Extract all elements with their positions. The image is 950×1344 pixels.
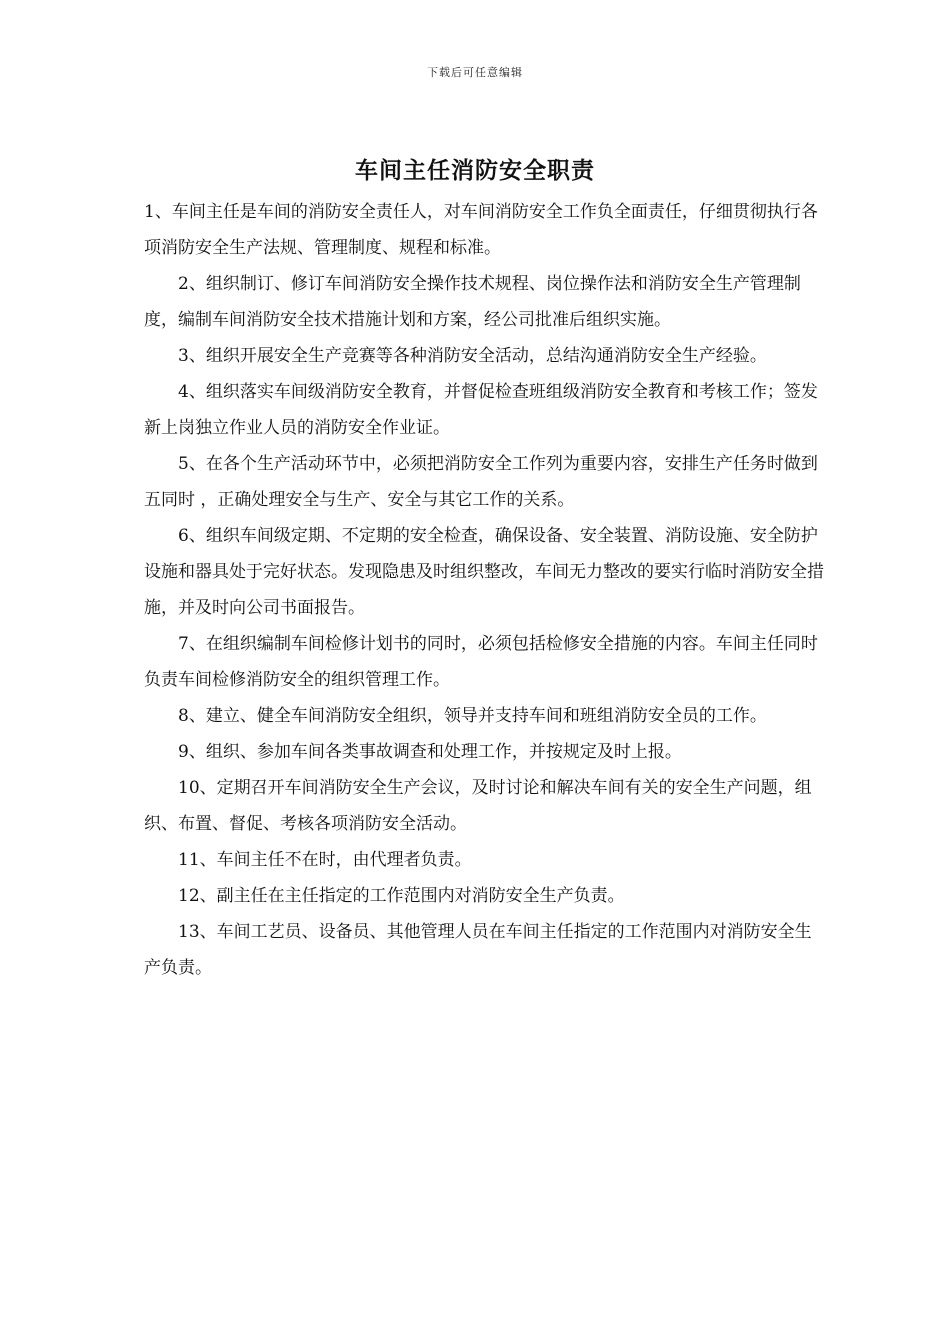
paragraph-5: 5、在各个生产活动环节中，必须把消防安全工作列为重要内容，安排生产任务时做到 五同时 ，正确处理安全与生产、安全与其它工作的关系。 <box>144 454 818 510</box>
paragraph-4: 4、组织落实车间级消防安全教育，并督促检查班组级消防安全教育和考核工作；签发新上岗独立作业人员的消防安全作业证。 <box>144 382 818 438</box>
header-note: 下载后可任意编辑 <box>427 66 523 79</box>
paragraph-7: 7、在组织编制车间检修计划书的同时，必须包括检修安全措施的内容。车间主任同时负责车间检修消防安全的组织管理工作。 <box>144 634 818 690</box>
paragraph-10: 10、定期召开车间消防安全生产会议，及时讨论和解决车间有关的安全生产问题，组织、布置、督促、考核各项消防安全活动。 <box>144 778 812 834</box>
paragraph-9: 9、组织、参加车间各类事故调查和处理工作，并按规定及时上报。 <box>178 742 682 762</box>
paragraph-8: 8、建立、健全车间消防安全组织，领导并支持车间和班组消防安全员的工作。 <box>178 706 767 726</box>
paragraph-3: 3、组织开展安全生产竞赛等各种消防安全活动，总结沟通消防安全生产经验。 <box>178 346 767 366</box>
paragraph-13: 13、车间工艺员、设备员、其他管理人员在车间主任指定的工作范围内对消防安全生产负责。 <box>144 922 812 978</box>
paragraph-12: 12、副主任在主任指定的工作范围内对消防安全生产负责。 <box>178 886 625 906</box>
paragraph-6: 6、组织车间级定期、不定期的安全检查，确保设备、安全装置、消防设施、安全防护设施和器具处于完好状态。发现隐患及时组织整改，车间无力整改的要实行临时消防安全措施，并及时向公司书面报告。 <box>144 526 824 618</box>
paragraph-2: 2、组织制订、修订车间消防安全操作技术规程、岗位操作法和消防安全生产管理制度，编制车间消防安全技术措施计划和方案，经公司批准后组织实施。 <box>144 274 801 330</box>
document-body <box>144 194 824 986</box>
paragraph-11: 11、车间主任不在时，由代理者负责。 <box>178 850 472 870</box>
document-title: 车间主任消防安全职责 <box>355 157 595 184</box>
paragraph-1: 1、车间主任是车间的消防安全责任人，对车间消防安全工作负全面责任，仔细贯彻执行各项消防安全生产法规、管理制度、规程和标准。 <box>144 202 818 258</box>
